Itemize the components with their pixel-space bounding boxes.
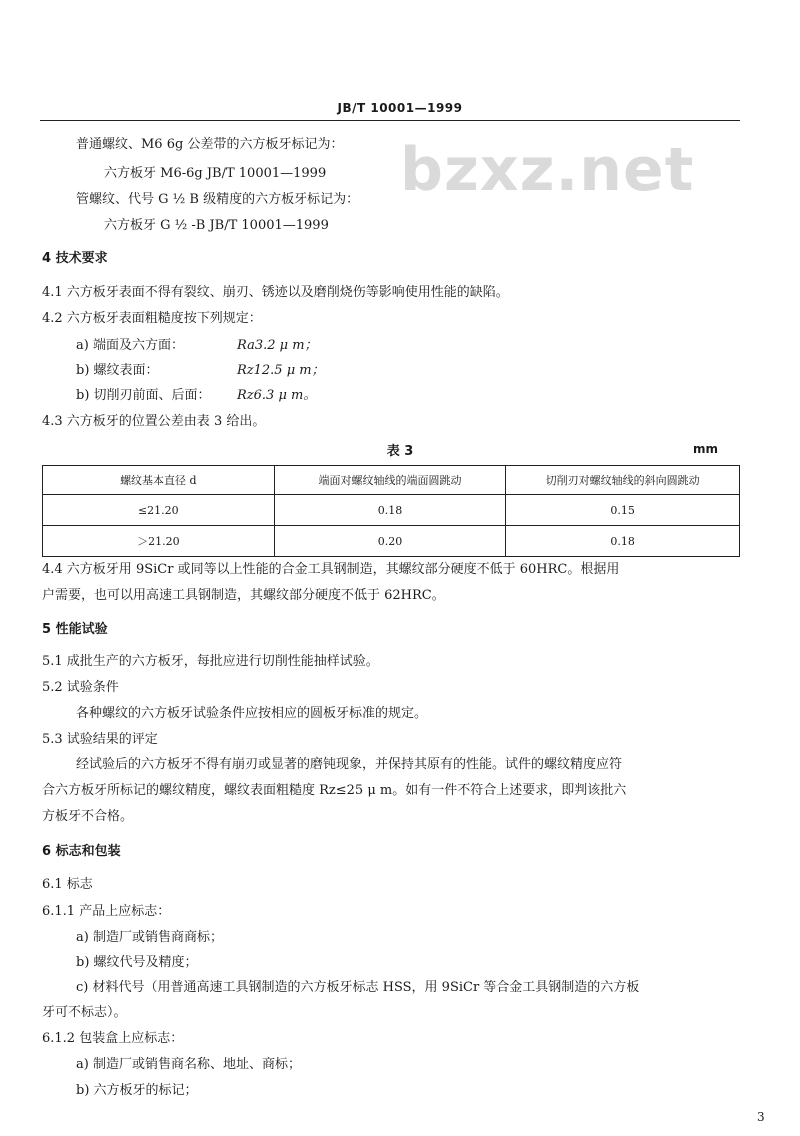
roughness-c-value: Rz6.3 μ m。 bbox=[237, 388, 317, 403]
clause-6-1-1-b: b) 螺纹代号及精度； bbox=[76, 955, 198, 970]
table-cell: 0.15 bbox=[506, 495, 740, 526]
clause-5-2-text: 各种螺纹的六方板牙试验条件应按相应的圆板牙标准的规定。 bbox=[76, 706, 428, 721]
clause-5-3-line-3: 方板牙不合格。 bbox=[42, 809, 134, 824]
table-cell: 0.18 bbox=[274, 495, 506, 526]
marking-line-4: 六方板牙 G ½ -B JB/T 10001—1999 bbox=[104, 218, 329, 233]
section-5-title: 5 性能试验 bbox=[42, 622, 108, 637]
roughness-b-label: b) 螺纹表面： bbox=[76, 363, 159, 378]
document-code-header: JB/T 10001—1999 bbox=[337, 101, 463, 115]
clause-6-1-1-c-line-1: c) 材料代号（用普通高速工具钢制造的六方板牙标志 HSS，用 9SiCr 等合金工具钢制造的六方板 bbox=[76, 980, 640, 995]
table-header-cell: 切削刃对螺纹轴线的斜向圆跳动 bbox=[506, 466, 740, 495]
table-header-row bbox=[43, 466, 740, 495]
table-caption: 表 3 bbox=[386, 444, 414, 459]
clause-5-3-line-2: 合六方板牙所标记的螺纹精度，螺纹表面粗糙度 Rz≤25 μ m。如有一件不符合上述要求，即判该批六 bbox=[42, 783, 627, 798]
section-4-title: 4 技术要求 bbox=[42, 251, 108, 266]
clause-4-1: 4.1 六方板牙表面不得有裂纹、崩刃、锈迹以及磨削烧伤等影响使用性能的缺陷。 bbox=[42, 285, 509, 300]
roughness-a-label: a) 端面及六方面： bbox=[76, 338, 184, 353]
clause-4-4-line-1: 4.4 六方板牙用 9SiCr 或同等以上性能的合金工具钢制造，其螺纹部分硬度不低于 60HRC。根据用 bbox=[42, 562, 620, 577]
table-header-cell: 螺纹基本直径 d bbox=[43, 466, 275, 495]
clause-5-1: 5.1 成批生产的六方板牙，每批应进行切削性能抽样试验。 bbox=[42, 654, 379, 669]
table-cell: ≤21.20 bbox=[43, 495, 275, 526]
clause-6-1-1-a: a) 制造厂或销售商商标； bbox=[76, 930, 223, 945]
table-unit: mm bbox=[692, 442, 718, 456]
clause-6-1-2: 6.1.2 包装盒上应标志： bbox=[42, 1031, 184, 1046]
marking-line-2: 六方板牙 M6-6g JB/T 10001—1999 bbox=[104, 166, 327, 181]
clause-6-1-2-b: b) 六方板牙的标记； bbox=[76, 1083, 198, 1098]
clause-4-3: 4.3 六方板牙的位置公差由表 3 给出。 bbox=[42, 414, 266, 429]
table-header-cell: 端面对螺纹轴线的端面圆跳动 bbox=[274, 466, 506, 495]
table-cell: 0.18 bbox=[506, 526, 740, 557]
table-row bbox=[43, 526, 740, 557]
header-rule bbox=[40, 120, 740, 121]
roughness-c-label: b) 切削刃前面、后面： bbox=[76, 388, 211, 403]
clause-6-1-1: 6.1.1 产品上应标志： bbox=[42, 904, 171, 919]
clause-4-2: 4.2 六方板牙表面粗糙度按下列规定： bbox=[42, 311, 262, 326]
clause-5-3-line-1: 经试验后的六方板牙不得有崩刃或显著的磨钝现象，并保持其原有的性能。试件的螺纹精度应符 bbox=[76, 757, 623, 772]
table-cell: 0.20 bbox=[274, 526, 506, 557]
clause-5-3: 5.3 试验结果的评定 bbox=[42, 732, 158, 747]
table-row bbox=[43, 495, 740, 526]
clause-6-1: 6.1 标志 bbox=[42, 877, 93, 892]
clause-6-1-1-c-line-2: 牙可不标志）。 bbox=[42, 1005, 127, 1020]
table-cell: ＞21.20 bbox=[43, 526, 275, 557]
clause-5-2: 5.2 试验条件 bbox=[42, 680, 119, 695]
section-6-title: 6 标志和包装 bbox=[42, 844, 121, 859]
roughness-a-value: Ra3.2 μ m； bbox=[237, 338, 318, 353]
watermark: bzxz.net bbox=[400, 135, 695, 205]
clause-4-4-line-2: 户需要，也可以用高速工具钢制造，其螺纹部分硬度不低于 62HRC。 bbox=[42, 588, 445, 603]
tolerance-table bbox=[42, 465, 740, 557]
page-number: 3 bbox=[757, 1110, 765, 1124]
marking-line-1: 普通螺纹、M6 6g 公差带的六方板牙标记为： bbox=[76, 137, 344, 152]
clause-6-1-2-a: a) 制造厂或销售商名称、地址、商标； bbox=[76, 1057, 301, 1072]
marking-line-3: 管螺纹、代号 G ½ B 级精度的六方板牙标记为： bbox=[76, 192, 360, 207]
roughness-b-value: Rz12.5 μ m； bbox=[237, 363, 325, 378]
